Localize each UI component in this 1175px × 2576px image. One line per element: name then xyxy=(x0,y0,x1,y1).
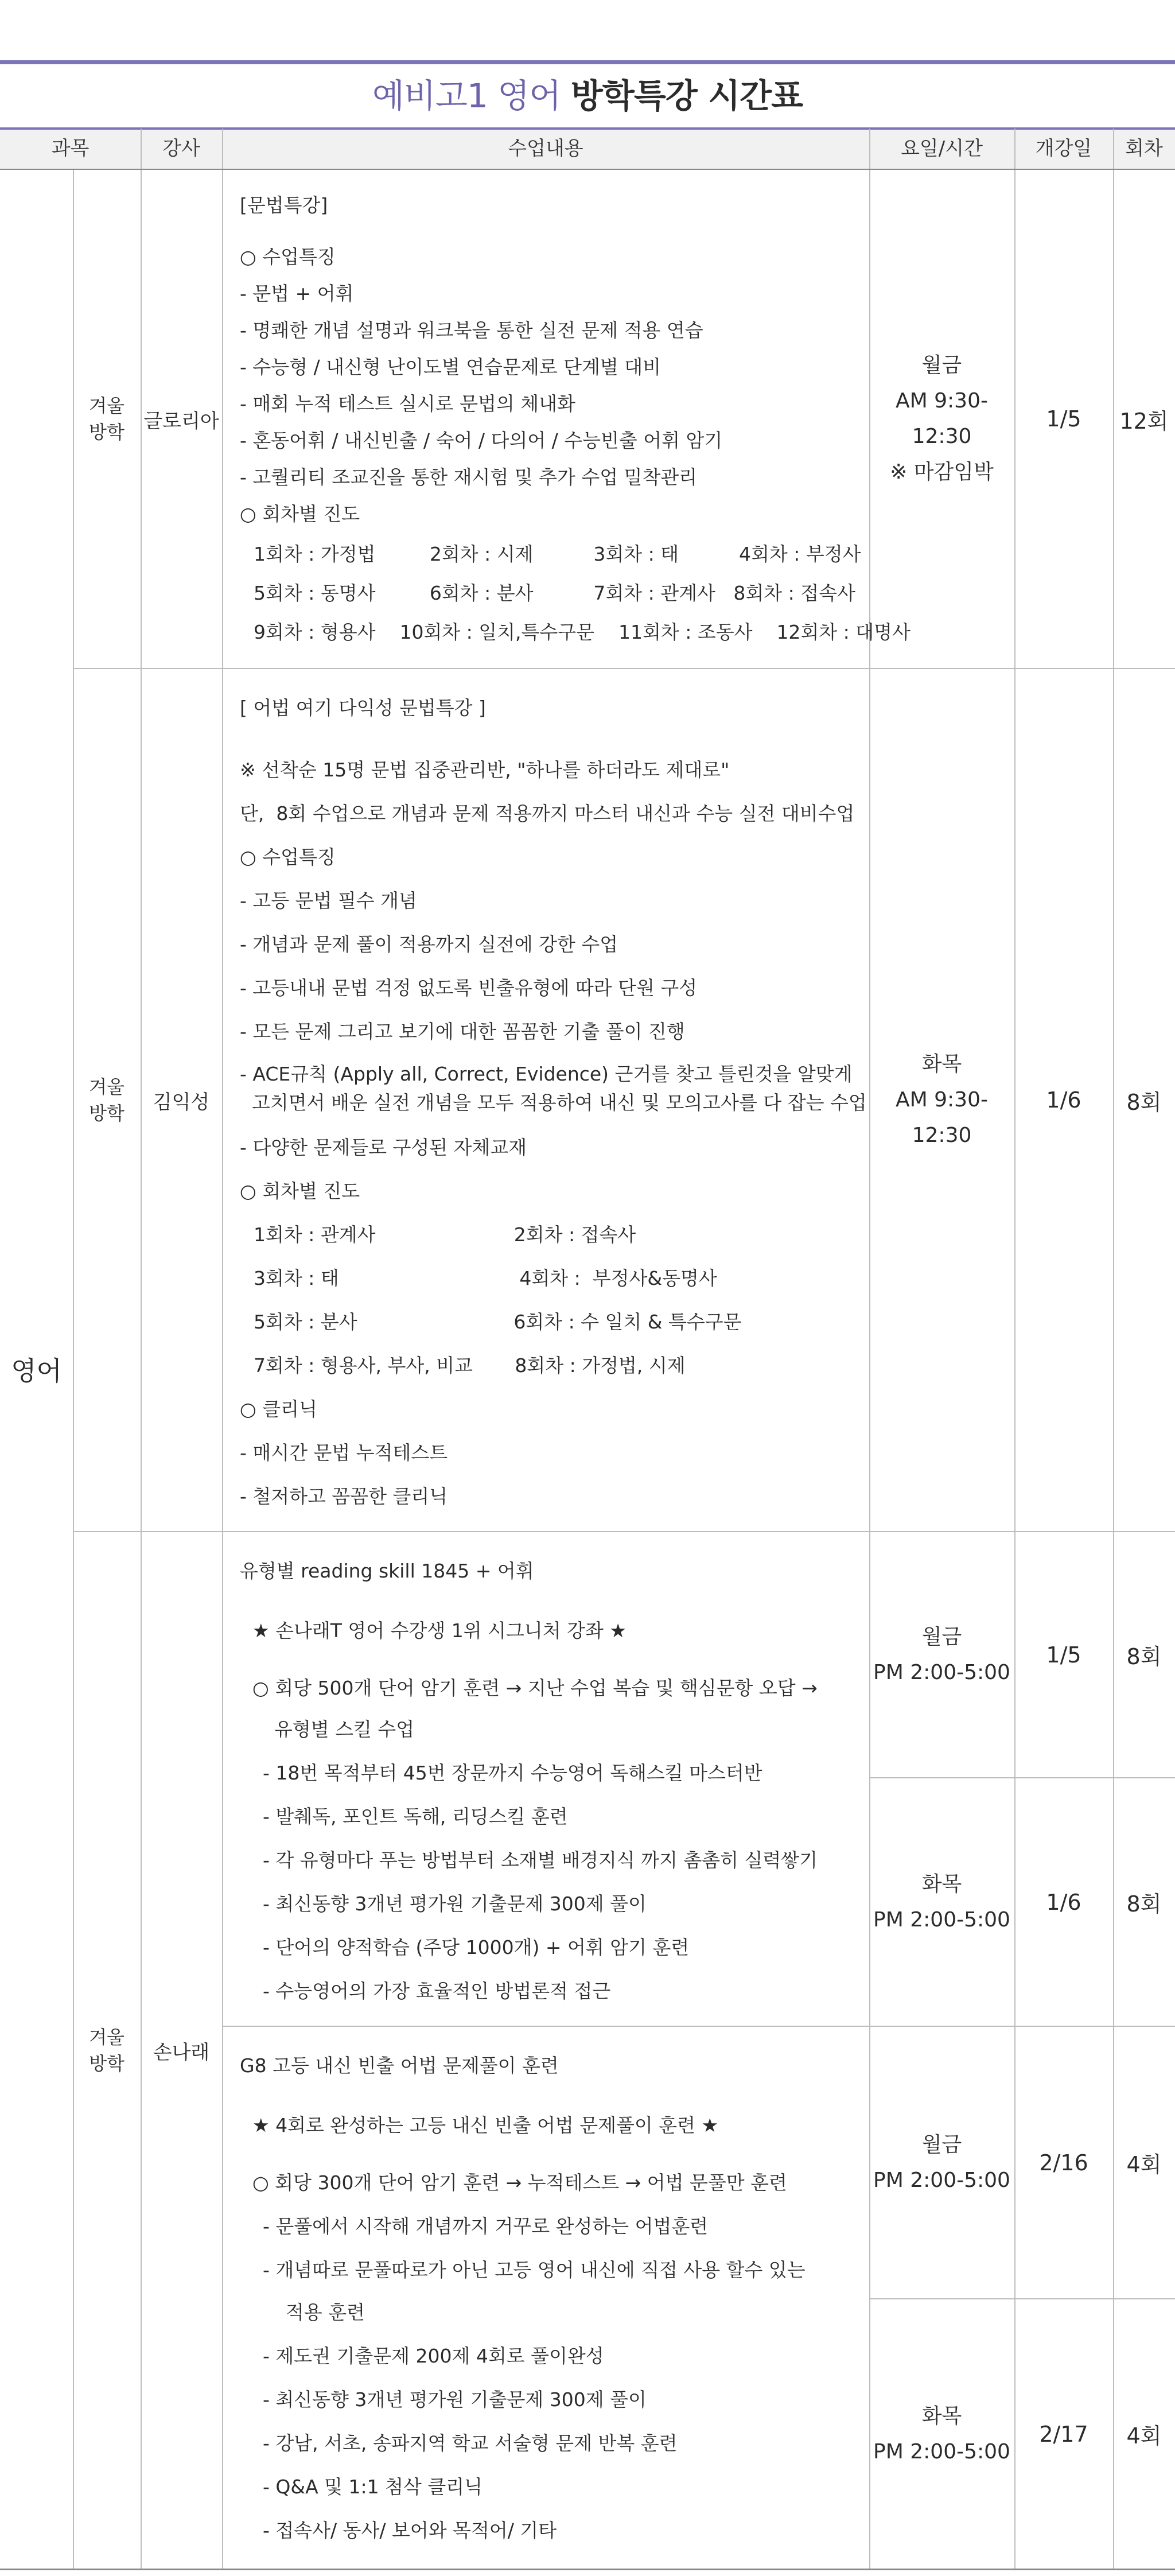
content-line: ○ 클리닉 xyxy=(240,1398,317,1420)
header-teacher: 강사 xyxy=(162,137,200,160)
content-line: 3회차 : 태 4회차 : 부정사&동명사 xyxy=(254,1267,717,1289)
content-line: - 개념따로 문풀따로가 아닌 고등 영어 내신에 직접 사용 할수 있는 xyxy=(263,2259,806,2281)
header-divider xyxy=(1113,129,1114,169)
teacher-name: 손나래 xyxy=(153,2041,210,2064)
content-line: - 모든 문제 그리고 보기에 대한 꼼꼼한 기출 풀이 진행 xyxy=(240,1020,685,1043)
content-line: - 문법 + 어휘 xyxy=(240,282,354,305)
schedule-days: 월금 xyxy=(921,353,962,377)
course-content xyxy=(240,170,911,668)
schedule-cell xyxy=(869,170,1014,668)
content-line: 고치면서 배운 실전 개념을 모두 적용하여 내신 및 모의고사를 다 잡는 수업 xyxy=(240,1091,867,1114)
schedule-cell xyxy=(869,1778,1014,2026)
start-date: 1/5 xyxy=(1046,1642,1081,1668)
schedule-time: PM 2:00-5:00 xyxy=(873,2439,1010,2464)
content-line: G8 고등 내신 빈출 어법 문제풀이 훈련 xyxy=(240,2054,559,2077)
start-date: 1/6 xyxy=(1046,1889,1081,1915)
page-title xyxy=(0,66,1175,126)
course-content xyxy=(240,669,865,1531)
start-date: 2/16 xyxy=(1039,2150,1088,2175)
content-line: - 수능영어의 가장 효율적인 방법론적 접근 xyxy=(263,1980,611,2002)
schedule-note: ※ 마감임박 xyxy=(890,460,994,484)
column-divider xyxy=(222,170,223,2569)
content-line: - 매시간 문법 누적테스트 xyxy=(240,1442,448,1464)
content-line: ○ 회당 300개 단어 암기 훈련 → 누적테스트 → 어법 문풀만 훈련 xyxy=(252,2171,787,2194)
content-line: - 각 유형마다 푸는 방법부터 소재별 배경지식 까지 촘촘히 실력쌓기 xyxy=(263,1849,818,1871)
title-rest: 방학특강 시간표 xyxy=(570,76,803,115)
content-line: - 접속사/ 동사/ 보어와 목적어/ 기타 xyxy=(263,2519,557,2542)
session-count: 8회 xyxy=(1126,1891,1162,1917)
header-subject: 과목 xyxy=(51,137,90,160)
schedule-cell xyxy=(869,669,1014,1531)
content-line: - ACE규칙 (Apply all, Correct, Evidence) 근거를 찾고 틀린것을 알맞게 xyxy=(240,1063,853,1085)
content-line: ★ 손나래T 영어 수강생 1위 시그니처 강좌 ★ xyxy=(252,1619,627,1642)
content-line: - 단어의 양적학습 (주당 1000개) + 어휘 암기 훈련 xyxy=(263,1936,690,1959)
season-label: 겨울 방학 xyxy=(89,395,124,443)
content-line: 5회차 : 분사 6회차 : 수 일치 & 특수구문 xyxy=(254,1311,742,1333)
schedule-days: 화목 xyxy=(921,1052,962,1076)
content-line: ○ 회당 500개 단어 암기 훈련 → 지난 수업 복습 및 핵심문항 오답 → xyxy=(252,1677,818,1699)
header-divider xyxy=(141,129,142,169)
content-line: - 매회 누적 테스트 실시로 문법의 체내화 xyxy=(240,393,575,415)
session-count: 8회 xyxy=(1126,1644,1162,1669)
content-line: - 18번 목적부터 45번 장문까지 수능영어 독해스킬 마스터반 xyxy=(263,1762,762,1784)
content-line: 1회차 : 관계사 2회차 : 접속사 xyxy=(254,1223,636,1246)
content-line: - 강남, 서초, 송파지역 학교 서술형 문제 반복 훈련 xyxy=(263,2432,678,2454)
session-count: 4회 xyxy=(1126,2423,1162,2449)
content-line: - 최신동향 3개년 평가원 기출문제 300제 풀이 xyxy=(263,1893,647,1915)
content-line: 7회차 : 형용사, 부사, 비교 8회차 : 가정법, 시제 xyxy=(254,1354,686,1377)
header-divider xyxy=(1014,129,1016,169)
schedule-days: 월금 xyxy=(921,1625,962,1649)
session-count: 8회 xyxy=(1126,1089,1162,1115)
content-line: 적용 훈련 xyxy=(286,2301,365,2324)
header-start-date: 개강일 xyxy=(1035,137,1092,160)
content-line: 9회차 : 형용사 10회차 : 일치,특수구문 11회차 : 조동사 12회차 : 대명사 xyxy=(254,621,911,643)
season-label: 겨울 방학 xyxy=(89,2026,124,2074)
content-line: 5회차 : 동명사 6회차 : 분사 7회차 : 관계사 8회차 : 접속사 xyxy=(254,582,855,604)
header-divider xyxy=(222,129,223,169)
bottom-rule xyxy=(0,2569,1175,2570)
schedule-time: AM 9:30-12:30 xyxy=(896,1088,988,1147)
content-line: - 고퀄리티 조교진을 통한 재시험 및 추가 수업 밀착관리 xyxy=(240,466,698,488)
content-line: ○ 수업특징 xyxy=(240,246,336,268)
content-line: ★ 4회로 완성하는 고등 내신 빈출 어법 문제풀이 훈련 ★ xyxy=(252,2114,719,2136)
subject-cell: 영어 xyxy=(11,1355,62,1386)
schedule-days: 월금 xyxy=(921,2132,962,2157)
content-line: - Q&A 및 1:1 첨삭 클리닉 xyxy=(263,2476,483,2498)
schedule-time: AM 9:30-12:30 xyxy=(896,389,988,448)
course-content-reading xyxy=(240,1532,865,2026)
schedule-time: PM 2:00-5:00 xyxy=(873,1660,1010,1684)
content-line: 유형별 reading skill 1845 + 어휘 xyxy=(240,1560,534,1582)
header-divider xyxy=(869,129,870,169)
content-line: [ 어법 여기 다익성 문법특강 ] xyxy=(240,697,486,719)
schedule-days: 화목 xyxy=(921,2404,962,2428)
content-line: ○ 수업특징 xyxy=(240,846,336,868)
start-date: 2/17 xyxy=(1039,2421,1088,2447)
schedule-time: PM 2:00-5:00 xyxy=(873,2168,1010,2192)
content-line: 1회차 : 가정법 2회차 : 시제 3회차 : 태 4회차 : 부정사 xyxy=(254,543,861,565)
content-line: - 문풀에서 시작해 개념까지 거꾸로 완성하는 어법훈련 xyxy=(263,2215,709,2237)
session-count: 12회 xyxy=(1119,408,1169,434)
season-label: 겨울 방학 xyxy=(89,1076,124,1124)
content-line: ※ 선착순 15명 문법 집중관리반, "하나를 하더라도 제대로" xyxy=(240,759,730,781)
schedule-time: PM 2:00-5:00 xyxy=(873,1907,1010,1932)
course-content-grammar xyxy=(240,2027,865,2569)
schedule-cell xyxy=(869,2299,1014,2569)
content-line: - 철저하고 꼼꼼한 클리닉 xyxy=(240,1485,448,1507)
content-line: [문법특강] xyxy=(240,194,328,216)
session-count: 4회 xyxy=(1126,2152,1162,2177)
top-rule xyxy=(0,60,1175,64)
content-line: 단, 8회 수업으로 개념과 문제 적용까지 마스터 내신과 수능 실전 대비수업 xyxy=(240,802,855,825)
start-date: 1/6 xyxy=(1046,1087,1081,1113)
content-line: - 다양한 문제들로 구성된 자체교재 xyxy=(240,1136,527,1159)
header-session-count: 회차 xyxy=(1125,137,1163,160)
header-content: 수업내용 xyxy=(508,137,583,160)
content-line: 유형별 스킬 수업 xyxy=(274,1718,415,1740)
schedule-cell xyxy=(869,1532,1014,1777)
schedule-days: 화목 xyxy=(921,1872,962,1896)
teacher-name: 글로리아 xyxy=(143,409,219,433)
content-line: - 고등 문법 필수 개념 xyxy=(240,889,417,912)
content-line: - 수능형 / 내신형 난이도별 연습문제로 단계별 대비 xyxy=(240,356,662,378)
content-line: - 발췌독, 포인트 독해, 리딩스킬 훈련 xyxy=(263,1805,568,1828)
schedule-cell xyxy=(869,2027,1014,2298)
teacher-name: 김익성 xyxy=(153,1090,210,1114)
start-date: 1/5 xyxy=(1046,406,1081,432)
title-accent: 예비고1 영어 xyxy=(372,76,561,115)
content-line: - 개념과 문제 풀이 적용까지 실전에 강한 수업 xyxy=(240,933,618,955)
content-line: - 혼동어휘 / 내신빈출 / 숙어 / 다의어 / 수능빈출 어휘 암기 xyxy=(240,429,723,452)
header-schedule: 요일/시간 xyxy=(901,137,983,160)
content-line: ○ 회차별 진도 xyxy=(240,503,360,525)
content-line: - 명쾌한 개념 설명과 워크북을 통한 실전 문제 적용 연습 xyxy=(240,319,703,341)
content-line: - 제도권 기출문제 200제 4회로 풀이완성 xyxy=(263,2345,604,2367)
content-line: ○ 회차별 진도 xyxy=(240,1180,360,1202)
content-line: - 최신동향 3개년 평가원 기출문제 300제 풀이 xyxy=(263,2388,647,2411)
content-line: - 고등내내 문법 걱정 없도록 빈출유형에 따라 단원 구성 xyxy=(240,977,698,999)
